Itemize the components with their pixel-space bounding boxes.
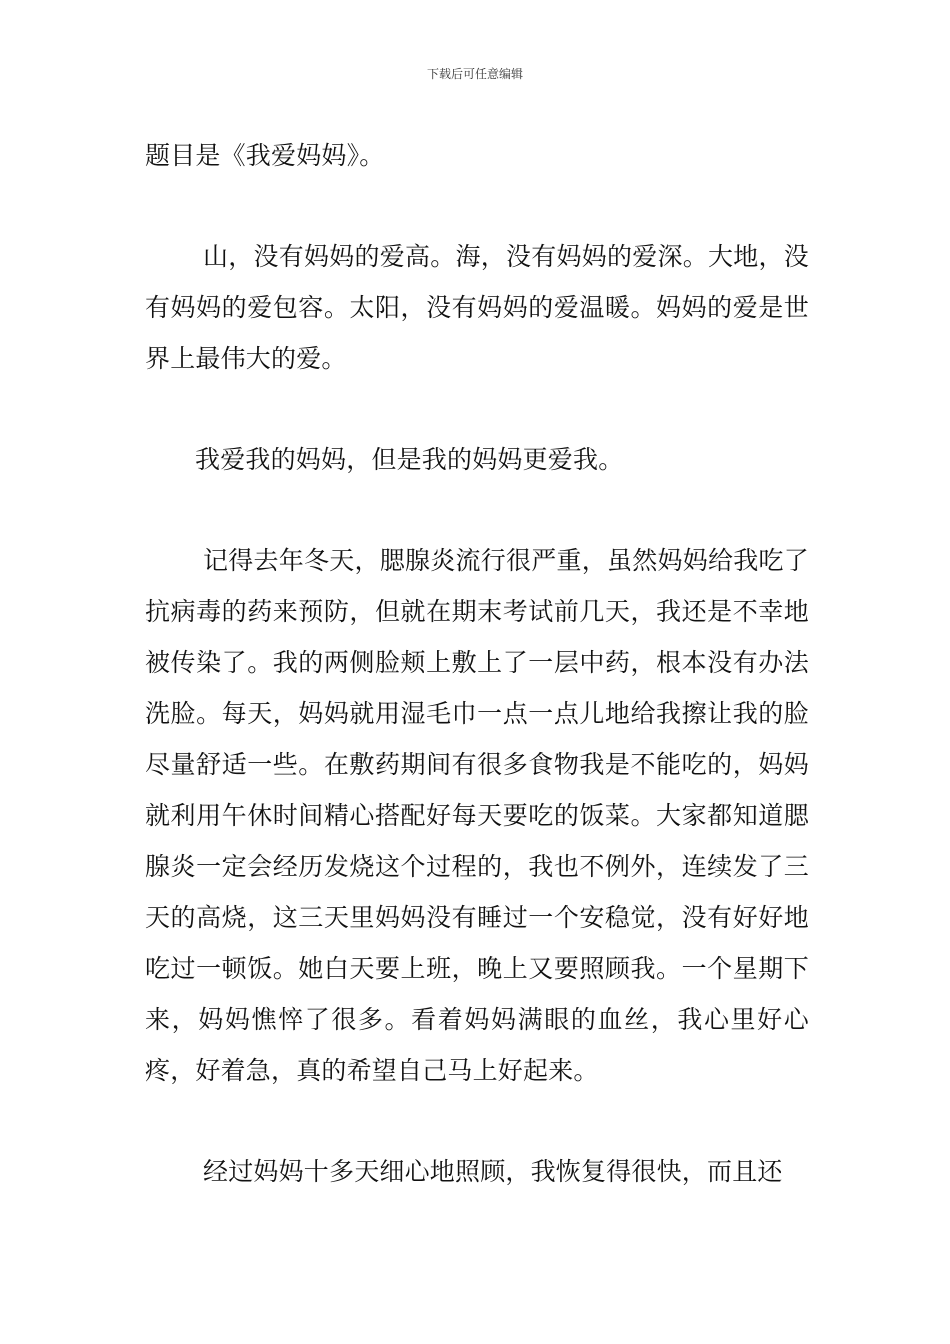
paragraph-spacer bbox=[145, 1096, 809, 1146]
paragraph-title-line: 题目是《我爱妈妈》。 bbox=[145, 141, 385, 170]
paragraph-spacer bbox=[145, 181, 809, 231]
document-body bbox=[145, 130, 809, 1197]
paragraph-recovery: 经过妈妈十多天细心地照顾，我恢复得很快，而且还 bbox=[203, 1157, 783, 1186]
paragraph-spacer bbox=[145, 485, 809, 535]
paragraph-spacer bbox=[145, 384, 809, 434]
page-header: 下载后可任意编辑 bbox=[426, 67, 523, 81]
paragraph-i-love-mom: 我爱我的妈妈，但是我的妈妈更爱我。 bbox=[195, 445, 624, 474]
paragraph-mountain-sea: 山，没有妈妈的爱高。海，没有妈妈的爱深。大地，没有妈妈的爱包容。太阳，没有妈妈的爱温暖。妈妈的爱是世界上最伟大的爱。 bbox=[145, 242, 809, 373]
paragraph-winter-story: 记得去年冬天，腮腺炎流行很严重，虽然妈妈给我吃了抗病毒的药来预防，但就在期末考试前几天，我还是不幸地被传染了。我的两侧脸颊上敷上了一层中药，根本没有办法洗脸。每天，妈妈就用湿毛巾一点一点儿地给我擦让我的脸尽量舒适一些。在敷药期间有很多食物我是不能吃的，妈妈就利用午休时间精心搭配好每天要吃的饭菜。大家都知道腮腺炎一定会经历发烧这个过程的，我也不例外，连续发了三天的高烧，这三天里妈妈没有睡过一个安稳觉，没有好好地吃过一顿饭。她白天要上班，晚上又要照顾我。一个星期下来，妈妈憔悴了很多。看着妈妈满眼的血丝，我心里好心疼，好着急，真的希望自己马上好起来。 bbox=[145, 546, 809, 1085]
